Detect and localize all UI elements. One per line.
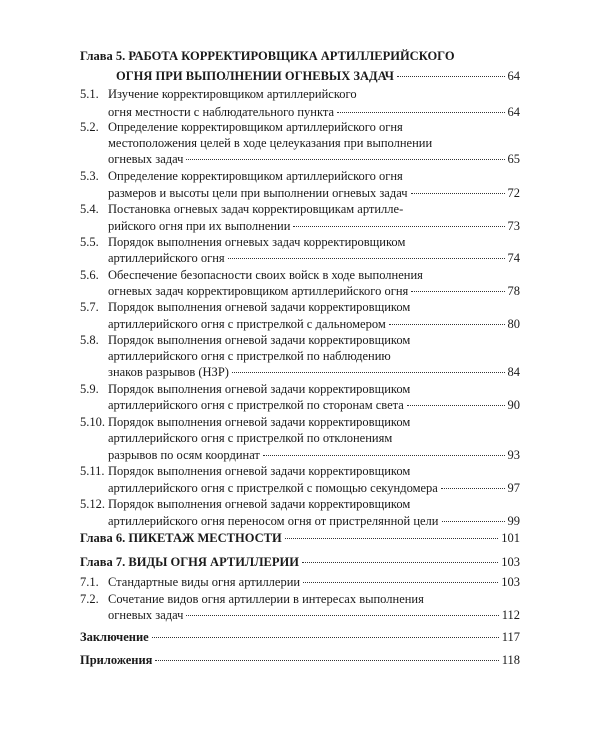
section-title-line: Сочетание видов огня артиллерии в интересах выполнения (108, 592, 424, 606)
section-number: 5.1. (80, 87, 99, 101)
page-number: 117 (501, 630, 520, 644)
dot-leader (302, 562, 498, 563)
dot-leader (337, 112, 504, 113)
dot-leader (285, 538, 499, 539)
section-title-line: Порядок выполнения огневой задачи корректировщиком (108, 464, 411, 478)
page-number: 97 (507, 481, 520, 495)
chapter-title-line: ОГНЯ ПРИ ВЫПОЛНЕНИИ ОГНЕВЫХ ЗАДАЧ (116, 69, 394, 83)
section-title-line: Обеспечение безопасности своих войск в ходе выполнения (108, 268, 423, 282)
section-title-line: огня местности с наблюдательного пункта (108, 105, 335, 119)
section-title-line: размеров и высоты цели при выполнении огневых задач (108, 186, 408, 200)
dot-leader (152, 637, 499, 638)
section-title-line: рийского огня при их выполнении (108, 219, 291, 233)
dot-leader (389, 324, 505, 325)
chapter-title-line: Глава 7. ВИДЫ ОГНЯ АРТИЛЛЕРИИ (80, 555, 299, 569)
section-title-line: артиллерийского огня с пристрелкой с дальномером (108, 317, 386, 331)
page-number: 64 (507, 105, 520, 119)
page-number: 74 (507, 251, 520, 265)
dot-leader (411, 291, 504, 292)
dot-leader (441, 488, 505, 489)
page-number: 103 (501, 555, 520, 569)
section-title-line: Порядок выполнения огневой задачи корректировщиком (108, 497, 411, 511)
section-title-line: знаков разрывов (НЗР) (108, 365, 229, 379)
section-number: 5.5. (80, 235, 99, 249)
page-number: 84 (507, 365, 520, 379)
chapter-title-line: Глава 5. РАБОТА КОРРЕКТИРОВЩИКА АРТИЛЛЕРИЙСКОГО (80, 49, 455, 63)
page-number: 118 (501, 653, 520, 667)
section-number: 5.4. (80, 202, 99, 216)
section-number: 5.6. (80, 268, 99, 282)
section-title-line: Порядок выполнения огневой задачи корректировщиком (108, 415, 411, 429)
page-number: 64 (507, 69, 520, 83)
dot-leader (232, 372, 505, 373)
section-title-line: огневых задач (108, 608, 184, 622)
page-number: 101 (501, 531, 520, 545)
section-number: 5.12. (80, 497, 105, 511)
page-number: 99 (507, 514, 520, 528)
dot-leader (186, 615, 498, 616)
dot-leader (155, 660, 498, 661)
section-number: 7.1. (80, 575, 99, 589)
section-number: 5.7. (80, 300, 99, 314)
section-number: 5.2. (80, 120, 99, 134)
dot-leader (407, 405, 505, 406)
section-title-line: Порядок выполнения огневой задачи корректировщиком (108, 300, 411, 314)
chapter-title-line: Заключение (80, 630, 149, 644)
section-title-line: местоположения целей в ходе целеуказания при выполнении (108, 136, 433, 150)
page-number: 78 (507, 284, 520, 298)
page-number: 65 (507, 152, 520, 166)
page-number: 93 (507, 448, 520, 462)
section-number: 5.10. (80, 415, 105, 429)
dot-leader (186, 159, 504, 160)
section-title-line: Порядок выполнения огневой задачи корректировщиком (108, 382, 411, 396)
section-title-line: Порядок выполнения огневых задач корректировщиком (108, 235, 406, 249)
section-number: 5.8. (80, 333, 99, 347)
page-number: 72 (507, 186, 520, 200)
section-title-line: Стандартные виды огня артиллерии (108, 575, 301, 589)
section-title-line: Постановка огневых задач корректировщикам артилле- (108, 202, 404, 216)
dot-leader (442, 521, 505, 522)
chapter-title-line: Глава 6. ПИКЕТАЖ МЕСТНОСТИ (80, 531, 282, 545)
section-title-line: Изучение корректировщиком артиллерийского (108, 87, 357, 101)
dot-leader (263, 455, 505, 456)
section-title-line: артиллерийского огня (108, 251, 225, 265)
dot-leader (303, 582, 498, 583)
section-title-line: Определение корректировщиком артиллерийского огня (108, 169, 403, 183)
section-title-line: артиллерийского огня с пристрелкой с помощью секундомера (108, 481, 438, 495)
dot-leader (411, 193, 505, 194)
dot-leader (397, 76, 505, 77)
section-title-line: разрывов по осям координат (108, 448, 260, 462)
section-title-line: артиллерийского огня переносом огня от пристрелянной цели (108, 514, 439, 528)
page-number: 90 (507, 398, 520, 412)
dot-leader (228, 258, 505, 259)
dot-leader (293, 226, 504, 227)
section-title-line: артиллерийского огня с пристрелкой по отклонениям (108, 431, 393, 445)
section-title-line: Порядок выполнения огневой задачи корректировщиком (108, 333, 411, 347)
section-title-line: огневых задач (108, 152, 184, 166)
section-number: 5.3. (80, 169, 99, 183)
page-number: 73 (507, 219, 520, 233)
chapter-title-line: Приложения (80, 653, 153, 667)
page-number: 80 (507, 317, 520, 331)
section-title-line: артиллерийского огня с пристрелкой по сторонам света (108, 398, 404, 412)
section-title-line: Определение корректировщиком артиллерийского огня (108, 120, 403, 134)
section-title-line: артиллерийского огня с пристрелкой по наблюдению (108, 349, 391, 363)
section-title-line: огневых задач корректировщиком артиллерийского огня (108, 284, 409, 298)
section-number: 5.11. (80, 464, 105, 478)
section-number: 5.9. (80, 382, 99, 396)
section-number: 7.2. (80, 592, 99, 606)
page-number: 112 (501, 608, 520, 622)
page-number: 103 (501, 575, 520, 589)
